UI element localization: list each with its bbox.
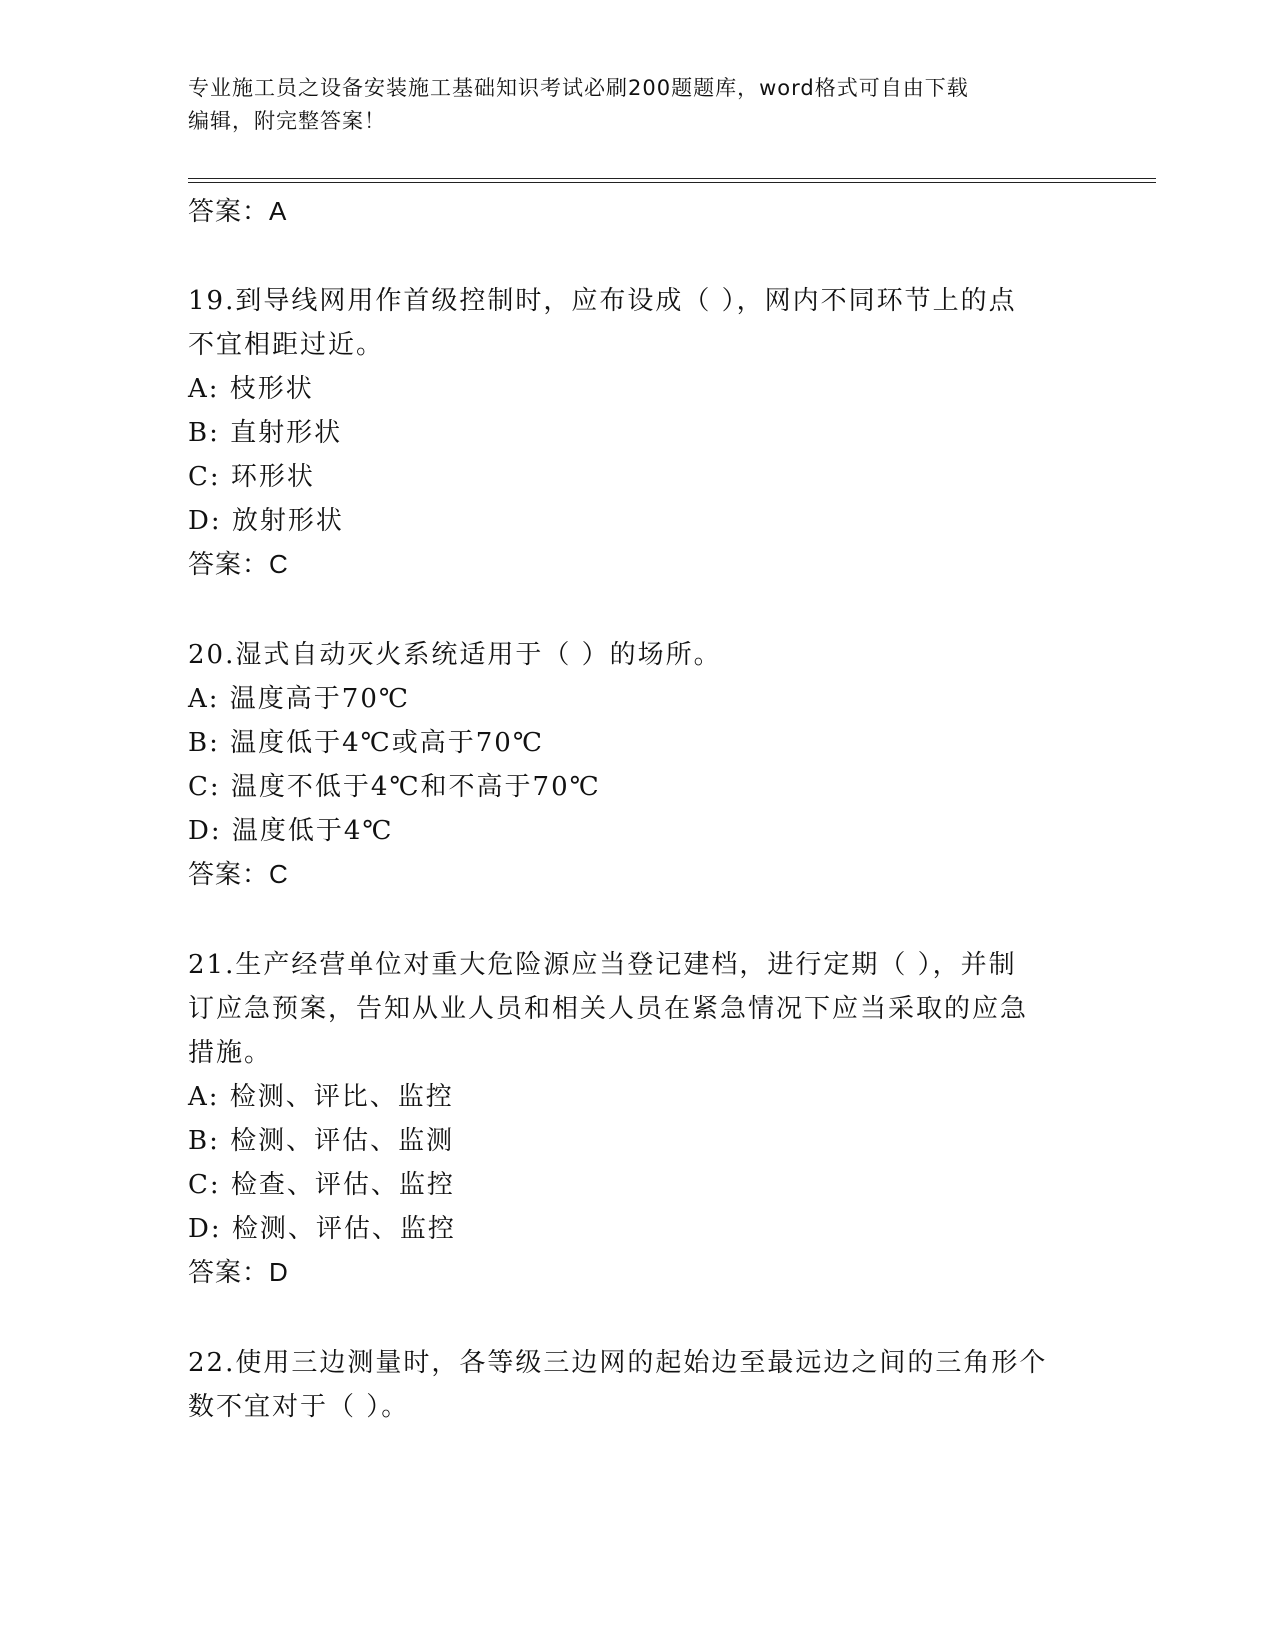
question-20-option-c: C: 温度不低于4℃和不高于70℃: [188, 772, 601, 802]
question-19-stem-line-1: 19.到导线网用作首级控制时，应布设成（ ），网内不同环节上的点: [188, 286, 1017, 316]
question-19-option-b: B: 直射形状: [188, 418, 343, 448]
question-22-stem-line-2: 数不宜对于（ ）。: [188, 1392, 410, 1422]
question-21-stem-line-2: 订应急预案，告知从业人员和相关人员在紧急情况下应当采取的应急: [188, 994, 1029, 1024]
question-20-answer: 答案：C: [188, 859, 289, 889]
question-21-stem-line-3: 措施。: [188, 1038, 273, 1068]
question-21-option-c: C: 检查、评估、监控: [188, 1170, 455, 1200]
question-19-option-d: D: 放射形状: [188, 506, 344, 536]
question-20-option-b: B: 温度低于4℃或高于70℃: [188, 728, 544, 758]
question-20-option-d: D: 温度低于4℃: [188, 816, 394, 846]
question-19-stem-line-2: 不宜相距过近。: [188, 330, 385, 360]
question-19-answer: 答案：C: [188, 549, 289, 579]
header-rule-bottom: [188, 182, 1156, 183]
header-line-1: 专业施工员之设备安装施工基础知识考试必刷200题题库，word格式可自由下载: [188, 76, 969, 100]
question-21-option-a: A: 检测、评比、监控: [188, 1082, 454, 1112]
previous-answer: 答案：A: [188, 196, 288, 226]
question-20-stem-line-1: 20.湿式自动灭火系统适用于（ ）的场所。: [188, 640, 722, 670]
question-21-answer: 答案：D: [188, 1257, 289, 1287]
question-21-stem-line-1: 21.生产经营单位对重大危险源应当登记建档，进行定期（ ），并制: [188, 950, 1017, 980]
question-19-option-a: A: 枝形状: [188, 374, 314, 404]
question-21-option-d: D: 检测、评估、监控: [188, 1214, 456, 1244]
header-line-2: 编辑，附完整答案！: [188, 109, 386, 133]
question-20-option-a: A: 温度高于70℃: [188, 684, 410, 714]
question-21-option-b: B: 检测、评估、监测: [188, 1126, 455, 1156]
document-header: [188, 72, 1088, 138]
header-rule-top: [188, 178, 1156, 179]
question-22-stem-line-1: 22.使用三边测量时，各等级三边网的起始边至最远边之间的三角形个: [188, 1348, 1048, 1378]
question-19-option-c: C: 环形状: [188, 462, 315, 492]
